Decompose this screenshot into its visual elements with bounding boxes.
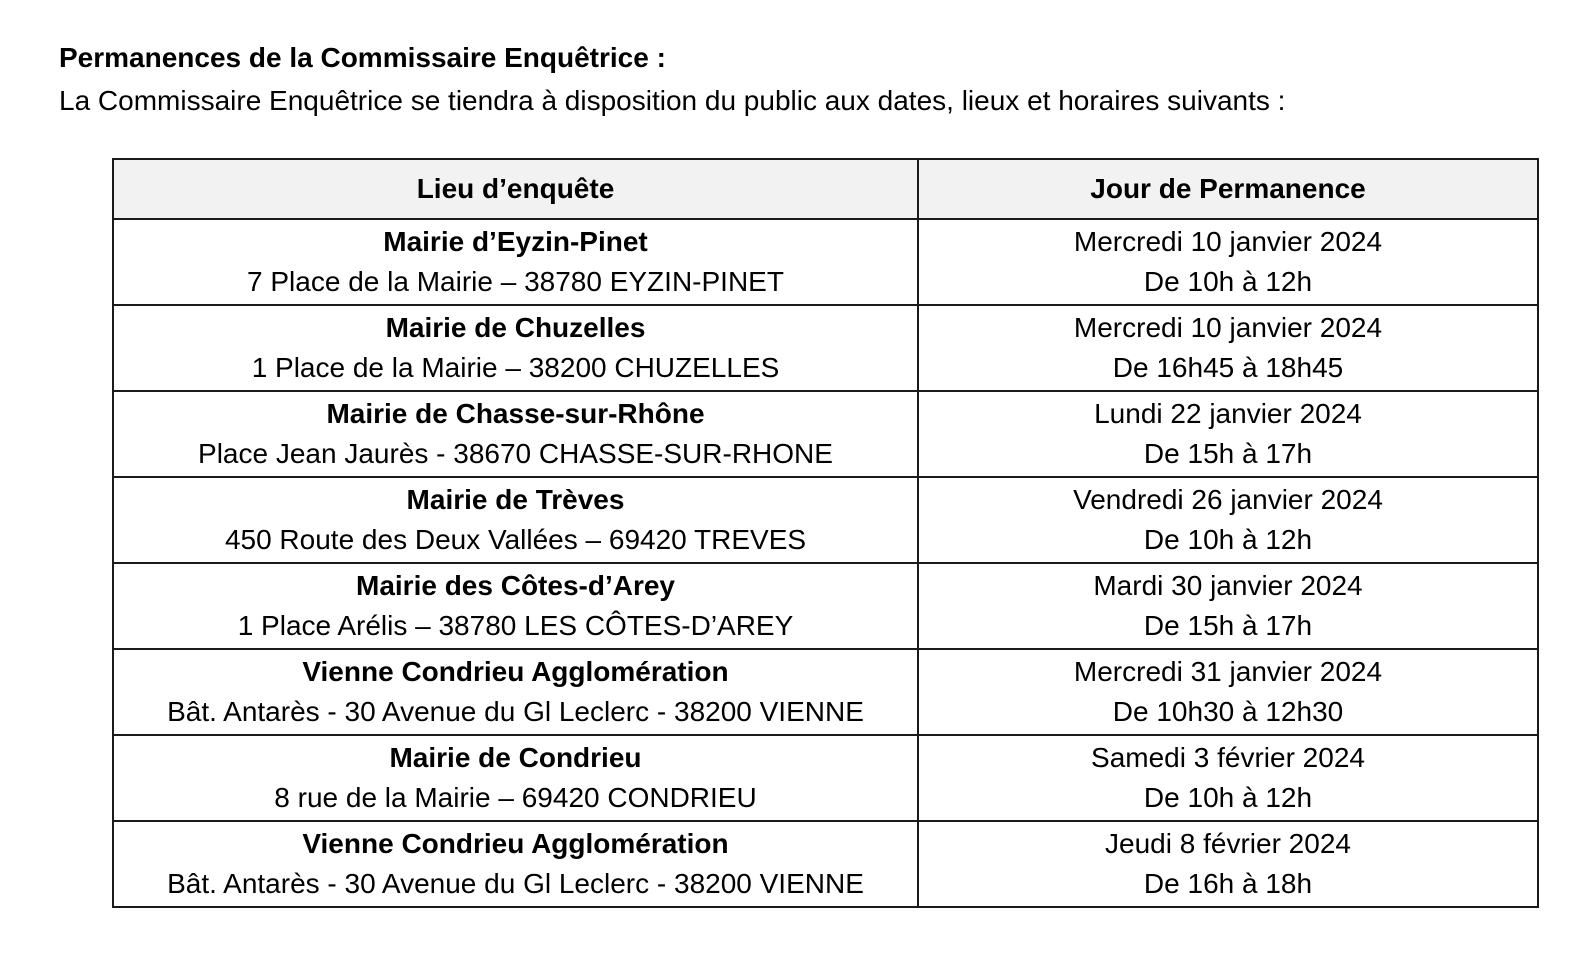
- place-address: 1 Place de la Mairie – 38200 CHUZELLES: [251, 352, 780, 383]
- table-row: [113, 219, 1538, 305]
- schedule-date: Mercredi 31 janvier 2024: [1073, 656, 1383, 687]
- place-cell: [113, 563, 918, 649]
- schedule-hours: De 16h à 18h: [1143, 868, 1313, 899]
- table-row: [113, 563, 1538, 649]
- place-address: Place Jean Jaurès - 38670 CHASSE-SUR-RHONE: [198, 438, 833, 469]
- schedule-date: Samedi 3 février 2024: [1091, 742, 1365, 773]
- schedule-cell: [918, 563, 1538, 649]
- place-address: 450 Route des Deux Vallées – 69420 TREVES: [224, 524, 807, 555]
- place-cell: [113, 219, 918, 305]
- schedule-cell: [918, 219, 1538, 305]
- table-row: [113, 735, 1538, 821]
- schedule-date: Vendredi 26 janvier 2024: [1073, 484, 1383, 515]
- schedule-cell: [918, 391, 1538, 477]
- place-address: Bât. Antarès - 30 Avenue du Gl Leclerc - 38200 VIENNE: [167, 868, 864, 899]
- place-cell: [113, 735, 918, 821]
- schedule-hours: De 10h à 12h: [1143, 782, 1313, 813]
- schedule-cell: [918, 305, 1538, 391]
- intro-text: La Commissaire Enquêtrice se tiendra à disposition du public aux dates, lieux et horaires suivants :: [59, 85, 1286, 116]
- schedule-date: Mercredi 10 janvier 2024: [1073, 226, 1383, 257]
- place-cell: [113, 391, 918, 477]
- schedule-hours: De 10h à 12h: [1143, 524, 1313, 555]
- table-header-row: [113, 159, 1538, 219]
- place-name: Mairie d’Eyzin-Pinet: [383, 226, 648, 257]
- table-row: [113, 391, 1538, 477]
- place-cell: [113, 821, 918, 907]
- table-row: [113, 821, 1538, 907]
- schedule-hours: De 16h45 à 18h45: [1112, 352, 1344, 383]
- schedule-date: Jeudi 8 février 2024: [1105, 828, 1351, 859]
- schedule-date: Lundi 22 janvier 2024: [1094, 398, 1362, 429]
- place-name: Mairie de Chasse-sur-Rhône: [326, 398, 705, 429]
- schedule-date: Mardi 30 janvier 2024: [1093, 570, 1363, 601]
- schedule-cell: [918, 649, 1538, 735]
- schedule-date: Mercredi 10 janvier 2024: [1073, 312, 1383, 343]
- place-name: Vienne Condrieu Agglomération: [302, 656, 729, 687]
- column-header-lieu: Lieu d’enquête: [113, 159, 918, 219]
- place-address: 1 Place Arélis – 38780 LES CÔTES-D’AREY: [237, 610, 794, 641]
- column-header-jour: Jour de Permanence: [918, 159, 1538, 219]
- schedule-cell: [918, 477, 1538, 563]
- schedule-hours: De 15h à 17h: [1143, 438, 1313, 469]
- table-row: [113, 477, 1538, 563]
- schedule-hours: De 15h à 17h: [1143, 610, 1313, 641]
- place-name: Mairie de Condrieu: [389, 742, 642, 773]
- place-cell: [113, 649, 918, 735]
- place-name: Mairie de Trèves: [406, 484, 625, 515]
- schedule-hours: De 10h à 12h: [1143, 266, 1313, 297]
- place-name: Mairie des Côtes-d’Arey: [356, 570, 675, 601]
- place-address: Bât. Antarès - 30 Avenue du Gl Leclerc - 38200 VIENNE: [167, 696, 864, 727]
- place-cell: [113, 477, 918, 563]
- schedule-cell: [918, 735, 1538, 821]
- place-name: Mairie de Chuzelles: [385, 312, 646, 343]
- place-address: 8 rue de la Mairie – 69420 CONDRIEU: [274, 782, 757, 813]
- table-row: [113, 305, 1538, 391]
- schedule-hours: De 10h30 à 12h30: [1112, 696, 1344, 727]
- place-name: Vienne Condrieu Agglomération: [302, 828, 729, 859]
- permanences-table: [112, 158, 1539, 908]
- place-address: 7 Place de la Mairie – 38780 EYZIN-PINET: [247, 266, 784, 297]
- place-cell: [113, 305, 918, 391]
- schedule-cell: [918, 821, 1538, 907]
- section-heading: Permanences de la Commissaire Enquêtrice :: [59, 42, 666, 73]
- table-row: [113, 649, 1538, 735]
